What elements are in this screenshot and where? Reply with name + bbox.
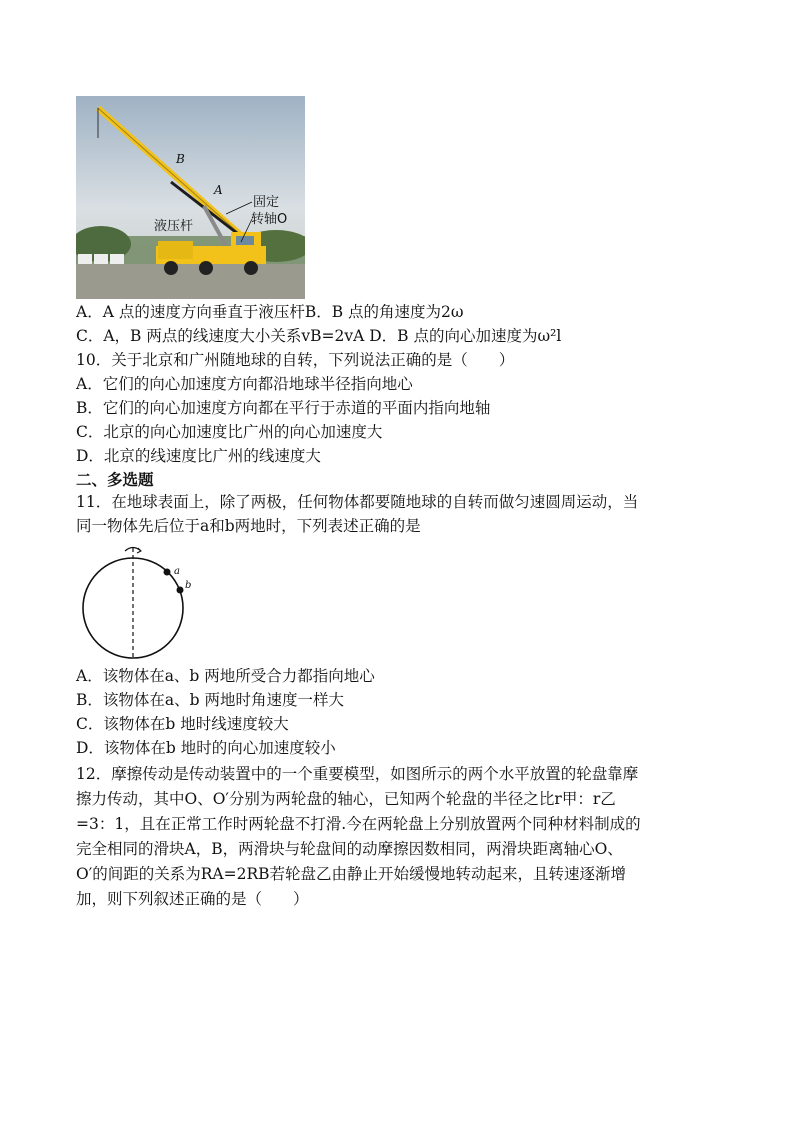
q10-option-b: B．它们的向心加速度方向都在平行于赤道的平面内指向地轴 — [76, 399, 491, 417]
crane-photo — [76, 96, 305, 299]
section-heading-multiple-choice: 二、多选题 — [76, 470, 154, 489]
q12-line3: =3：1，且在正常工作时两轮盘不打滑.今在两轮盘上分别放置两个同种材料制成的 — [76, 815, 641, 833]
q11-stem-line1: 11．在地球表面上，除了两极，任何物体都要随地球的自转而做匀速圆周运动，当 — [76, 493, 639, 511]
q12-line5: O′的间距的关系为RA=2RB若轮盘乙由静止开始缓慢地转动起来，且转速逐渐增 — [76, 865, 627, 883]
q10-stem: 10．关于北京和广州随地球的自转，下列说法正确的是（ ） — [76, 351, 515, 369]
q11-option-d: D．该物体在b 地时的向心加速度较小 — [76, 739, 336, 757]
q9-options-line2: C．A，B 两点的线速度大小关系vB=2vA D．B 点的向心加速度为ω²l — [76, 327, 562, 345]
q12-line2: 擦力传动，其中O、O′分别为两轮盘的轴心，已知两个轮盘的半径之比r甲：r乙 — [76, 790, 616, 808]
label-B: B — [176, 152, 185, 166]
q12-line4: 完全相同的滑块A，B，两滑块与轮盘间的动摩擦因数相同，两滑块距离轴心O、 — [76, 840, 623, 858]
label-fixed-line2: 转轴O — [251, 212, 288, 227]
q10-option-a: A．它们的向心加速度方向都沿地球半径指向地心 — [76, 375, 413, 393]
point-a-label: a — [174, 566, 180, 577]
q10-option-c: C．北京的向心加速度比广州的向心加速度大 — [76, 423, 383, 441]
q11-stem-line2: 同一物体先后位于a和b两地时，下列表述正确的是 — [76, 517, 421, 535]
q12-line6: 加，则下列叙述正确的是（ ） — [76, 890, 309, 908]
label-hydraulic: 液压杆 — [154, 219, 194, 234]
earth-rotation-figure — [78, 542, 200, 660]
q12-line1: 12．摩擦传动是传动装置中的一个重要模型，如图所示的两个水平放置的轮盘靠摩 — [76, 765, 639, 783]
q9-options-line1: A．A 点的速度方向垂直于液压杆B．B 点的角速度为2ω — [76, 303, 464, 321]
q11-option-a: A．该物体在a、b 两地所受合力都指向地心 — [76, 667, 375, 685]
q11-option-b: B．该物体在a、b 两地时角速度一样大 — [76, 691, 344, 709]
q10-option-d: D．北京的线速度比广州的线速度大 — [76, 447, 321, 465]
q11-option-c: C．该物体在b 地时线速度较大 — [76, 715, 289, 733]
label-A: A — [214, 183, 223, 197]
label-fixed-line1: 固定 — [253, 195, 280, 210]
point-b-label: b — [185, 580, 192, 591]
